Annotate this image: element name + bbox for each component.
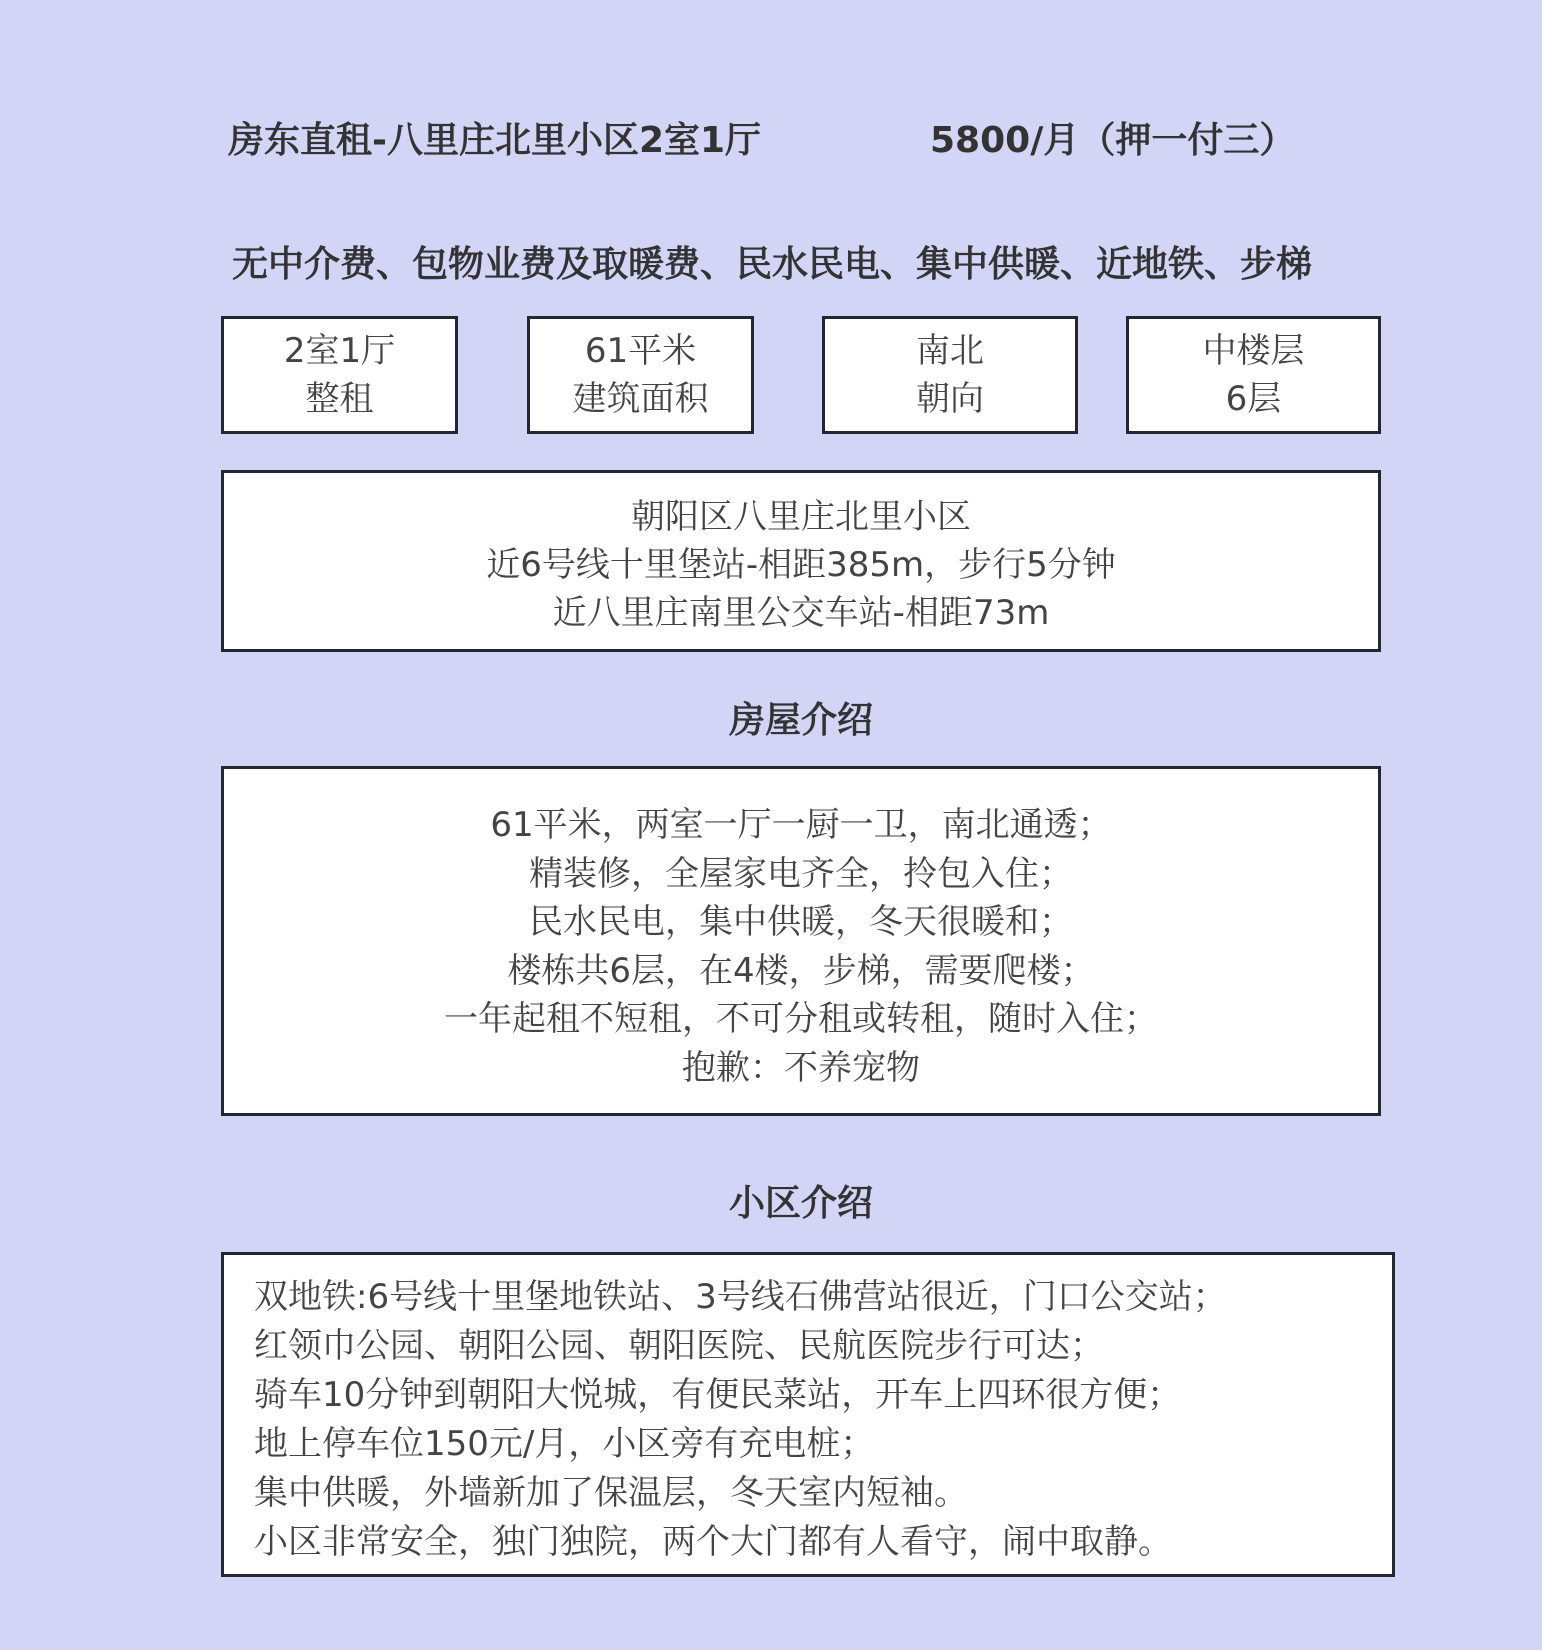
layout-value: 2室1厅 [283, 331, 396, 371]
house-intro-line: 61平米，两室一厅一厨一卫，南北通透； [490, 805, 1112, 845]
rent-price: 5800/月（押一付三） [930, 120, 1296, 161]
house-intro-line: 民水民电，集中供暖，冬天很暖和； [529, 902, 1073, 942]
location-box [221, 470, 1381, 652]
community-intro-line: 地上停车位150元/月，小区旁有充电桩； [254, 1424, 875, 1464]
house-intro-heading: 房屋介绍 [728, 700, 873, 741]
floor-level: 中楼层 [1202, 331, 1305, 371]
rental-type: 整租 [305, 379, 374, 419]
orientation-value: 南北 [916, 331, 984, 371]
orientation-stat-box [822, 316, 1078, 434]
community-intro-line: 小区非常安全，独门独院，两个大门都有人看守，闹中取静。 [254, 1522, 1172, 1562]
house-intro-box [221, 766, 1381, 1116]
orientation-label: 朝向 [916, 379, 984, 419]
subway-distance: 近6号线十里堡站-相距385m，步行5分钟 [486, 545, 1116, 585]
house-intro-line: 精装修，全屋家电齐全，拎包入住； [529, 853, 1073, 894]
floor-stat-box [1126, 316, 1381, 434]
bus-distance: 近八里庄南里公交车站-相距73m [552, 593, 1050, 633]
house-intro-line: 抱歉：不养宠物 [682, 1047, 920, 1088]
community-intro-line: 集中供暖，外墙新加了保温层，冬天室内短袖。 [254, 1473, 968, 1513]
total-floors: 6层 [1225, 379, 1282, 419]
area-value: 61平米 [584, 331, 697, 371]
address: 朝阳区八里庄北里小区 [631, 497, 971, 537]
listing-title: 房东直租-八里庄北里小区2室1厅 [228, 120, 762, 161]
area-label: 建筑面积 [572, 379, 709, 419]
community-intro-line: 骑车10分钟到朝阳大悦城，有便民菜站，开车上四环很方便； [254, 1375, 1182, 1415]
area-stat-box [527, 316, 754, 434]
house-intro-line: 一年起租不短租，不可分租或转租，随时入住； [444, 999, 1158, 1039]
features-summary: 无中介费、包物业费及取暖费、民水民电、集中供暖、近地铁、步梯 [232, 244, 1313, 285]
community-intro-box [221, 1252, 1395, 1577]
community-intro-line: 双地铁:6号线十里堡地铁站、3号线石佛营站很近，门口公交站； [254, 1277, 1227, 1317]
community-intro-heading: 小区介绍 [728, 1183, 873, 1224]
layout-stat-box [221, 316, 458, 434]
community-intro-line: 红领巾公园、朝阳公园、朝阳医院、民航医院步行可达； [254, 1326, 1104, 1366]
house-intro-line: 楼栋共6层，在4楼，步梯，需要爬楼； [507, 950, 1095, 991]
